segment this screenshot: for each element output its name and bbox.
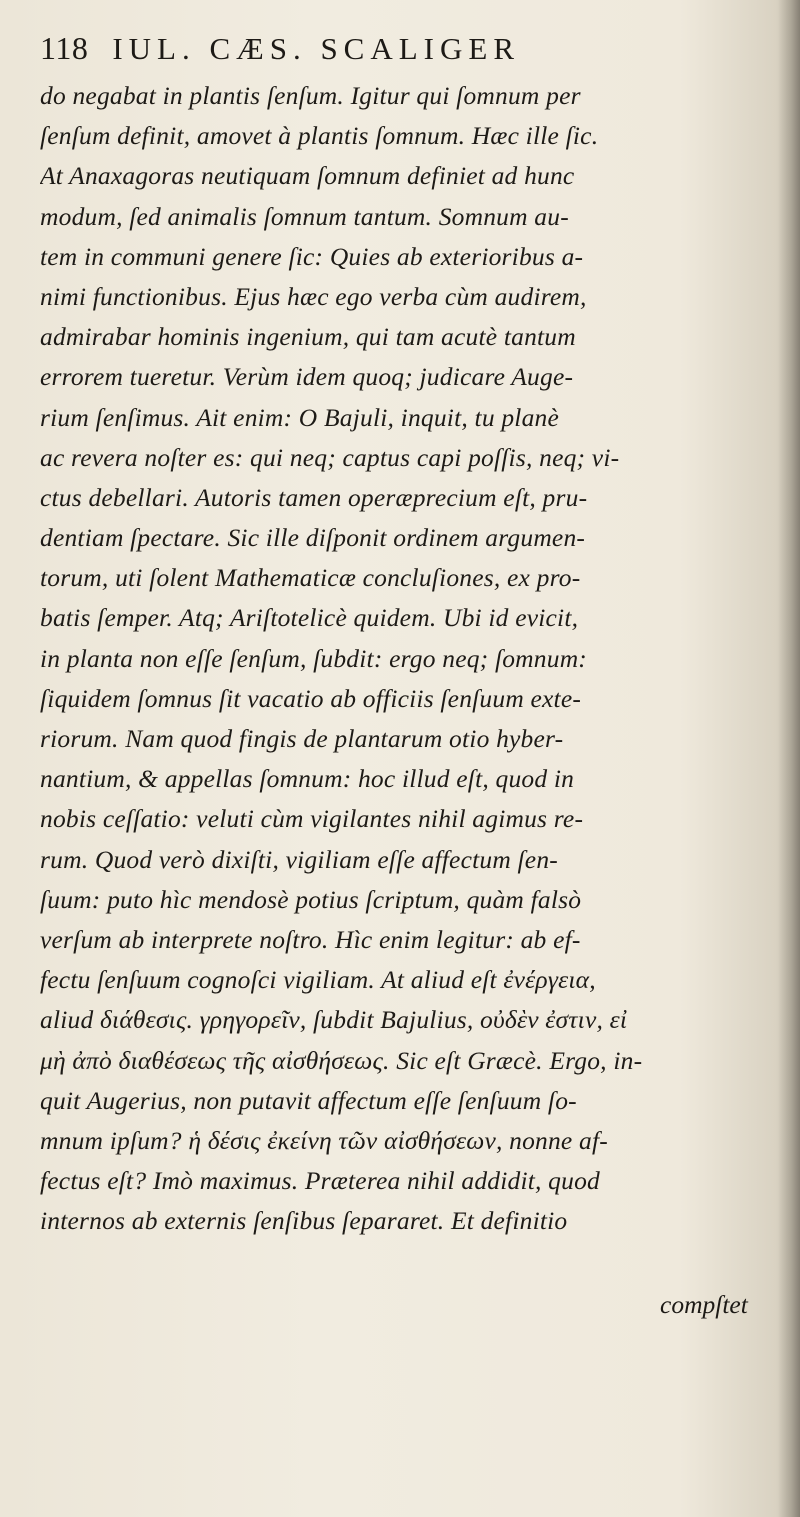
text-line: fectus eſt? Imò maximus. Præterea nihil addidit, quod	[40, 1166, 600, 1196]
text-line: nimi functionibus. Ejus hæc ego verba cùm audirem,	[40, 281, 587, 311]
text-line: ac revera noſter es: qui neq; captus capi poſſis, neq; vi-	[40, 442, 620, 472]
text-line: At Anaxagoras neutiquam ſomnum definiet ad hunc	[40, 161, 575, 191]
text-line: nobis ceſſatio: veluti cùm vigilantes nihil agimus re-	[40, 804, 584, 834]
text-line: fectu ſenſuum cognoſci vigiliam. At aliud eſt ἐνέργεια,	[40, 965, 596, 995]
page-edge-shadow	[778, 0, 800, 1517]
text-line: admirabar hominis ingenium, qui tam acutè tantum	[40, 322, 576, 352]
body-text	[40, 76, 780, 1241]
text-line: internos ab externis ſenſibus ſepararet. Et definitio	[40, 1206, 568, 1236]
text-line: ctus debellari. Autoris tamen operæprecium eſt, pru-	[40, 482, 588, 512]
text-line: in planta non eſſe ſenſum, ſubdit: ergo neq; ſomnum:	[40, 643, 587, 673]
text-line: nantium, & appellas ſomnum: hoc illud eſt, quod in	[40, 764, 575, 794]
text-line: riorum. Nam quod fingis de plantarum otio hyber-	[40, 724, 564, 753]
text-line: modum, ſed animalis ſomnum tantum. Somnum au-	[40, 201, 569, 231]
text-line: dentiam ſpectare. Sic ille diſponit ordinem argumen-	[40, 523, 586, 553]
text-line: μὴ ἀπὸ διαθέσεως τῆς αἰσθήσεως. Sic eſt Græcè. Ergo, in-	[40, 1045, 643, 1075]
text-line: rium ſenſimus. Ait enim: O Bajuli, inquit, tu planè	[40, 402, 559, 432]
running-head: IUL. CÆS. SCALIGER	[112, 31, 521, 66]
text-line: ſiquidem ſomnus ſit vacatio ab officiis ſenſuum exte-	[40, 683, 582, 713]
catchword: compſtet	[660, 1290, 748, 1319]
text-line: ſuum: puto hìc mendosè potius ſcriptum, quàm falsò	[40, 884, 582, 914]
text-line: quit Augerius, non putavit affectum eſſe ſenſuum ſo-	[40, 1085, 577, 1115]
text-line: aliud διάθεσις. γρηγορεῖν, ſubdit Bajulius, οὐδὲν ἐστιν, εἰ	[40, 1005, 628, 1035]
page-header	[40, 30, 680, 76]
page-number: 118	[40, 30, 89, 66]
text-line: torum, uti ſolent Mathematicæ concluſiones, ex pro-	[40, 563, 581, 593]
text-line: verſum ab interprete noſtro. Hìc enim legitur: ab ef-	[40, 924, 581, 954]
text-line: errorem tueretur. Verùm idem quoq; judicare Auge-	[40, 362, 574, 392]
text-line: rum. Quod verò dixiſti, vigiliam eſſe affectum ſen-	[40, 844, 558, 874]
text-line: mnum ipſum? ἡ δέσις ἐκείνη τῶν αἰσθήσεων, nonne af-	[40, 1125, 608, 1155]
text-line: tem in communi genere ſic: Quies ab exterioribus a-	[40, 241, 584, 271]
text-line: batis ſemper. Atq; Ariſtotelicè quidem. Ubi id evicit,	[40, 603, 579, 633]
text-line: do negabat in plantis ſenſum. Igitur qui ſomnum per	[40, 81, 581, 110]
text-line: ſenſum definit, amovet à plantis ſomnum. Hæc ille ſic.	[40, 121, 599, 151]
